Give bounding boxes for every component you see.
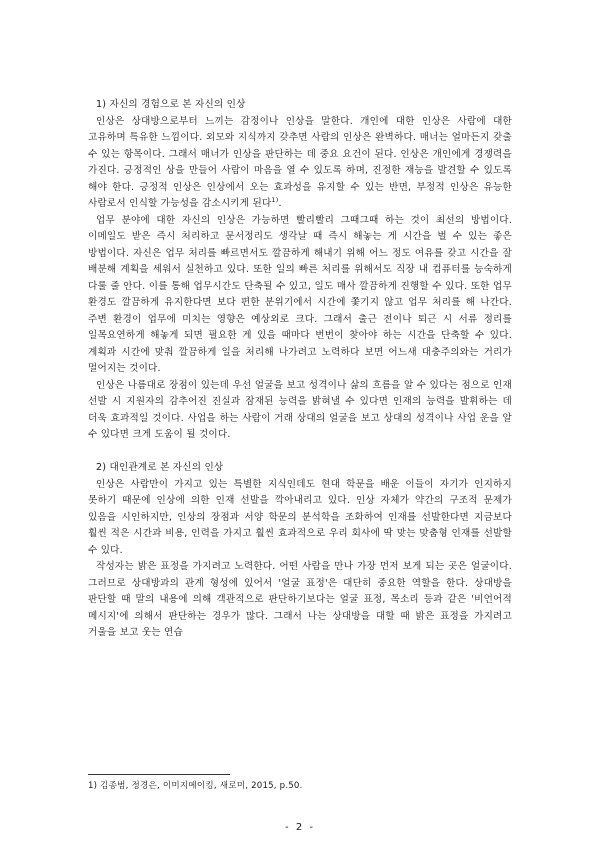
footnote: 1) 김종범, 정경은, 이미지메이킹, 새로미, 2015, p.50. — [88, 781, 303, 791]
paragraph: 업무 분야에 대한 자신의 인상은 가능하면 빨리빨리 그때그때 하는 것이 최선의 방법이다. 이메일도 받은 즉시 처리하고 문서정리도 생각날 때 즉시 해놓는 게 시간을 벌 수 있는 좋은 방법이다. 자신은 업무 처리를 빠르면서도 깔끔하게 해내기 위해 어느 정도 여유를 갖고 시간을 잘 배분해 계획을 세워서 실천하고 있다. 또한 일의 빠른 처리를 위해서도 직장 내 컴퓨터를 능숙하게 다룰 줄 안다. 이를 통해 업무시간도 단축될 수 있고, 일도 매사 깔끔하게 진행할 수 있다. 또한 업무 환경도 깔끔하게 유지한다면 보다 편한 분위기에서 시간에 쫓기지 않고 업무 처리를 해 나간다. 주변 환경이 업무에 미치는 영향은 예상외로 크다. 그래서 출근 전이나 퇴근 시 서류 정리를 일목요연하게 해놓게 되면 필요한 게 있을 때마다 번번이 찾아야 하는 시간을 단축할 수 있다. 계획과 시간에 맞춰 깔끔하게 일을 처리해 나가려고 노력하다 보면 어느새 대충주의와는 거리가 멀어지는 것이다. — [88, 214, 512, 374]
blank-line — [88, 444, 512, 461]
paragraph-tail: . — [278, 198, 282, 209]
paragraph: 인상은 사람만이 가지고 있는 특별한 지식인데도 현대 학문을 배운 이들이 자기가 인지하지 못하기 때문에 인상에 의한 인재 선발을 깍아내리고 있다. 인상 자체가 약간의 구조적 문제가 있음을 시인하지만, 인상의 장점과 서양 학문의 분석학을 조화하여 인재를 선발한다면 지금보다 훨씬 적은 시간과 비용, 인력을 가지고 훨씬 효과적으로 우리 회사에 딱 맞는 맞춤형 인재를 선발할 수 있다. — [88, 478, 512, 556]
section-heading-2: 2) 대인관계로 본 자신의 인상 — [96, 462, 224, 473]
paragraph: 작성자는 밝은 표정을 가지려고 노력한다. 어떤 사람을 만나 가장 먼저 보게 되는 곳은 얼굴이다. 그러므로 상대방과의 관계 형성에 있어서 '얼굴 표정'은 대단히 중요한 역할을 한다. 상대방을 판단할 때 말의 내용에 의해 객관적으로 판단하기보다는 얼굴 표정, 목소리 등과 같은 '비언어적 메시지'에 의해서 판단하는 경우가 많다. 그래서 나는 상대방을 대할 때 밝은 표정을 가지려고 거울을 보고 웃는 연습 — [88, 561, 512, 638]
page-number: - 2 - — [285, 822, 315, 833]
paragraph: 인상은 나름대로 장점이 있는데 우선 얼굴을 보고 성격이나 삶의 흐름을 알 수 있다는 점으로 인재 선발 시 지원자의 감추어진 진실과 잠재된 능력을 밝혀낼 수 있다면 인재의 능력을 발휘하는 데 더욱 효과적일 것이다. 사업을 하는 사람이 거래 상대의 얼굴을 보고 상대의 성격이나 사업 운을 알 수 있다면 크게 도움이 될 것이다. — [88, 379, 512, 440]
section-heading-1: 1) 자신의 경험으로 본 자신의 인상 — [96, 99, 246, 110]
paragraph-text: 인상은 상대방으로부터 느끼는 감정이나 인상을 말한다. 개인에 대한 인상은 사람에 대한 고유하며 특유한 느낌이다. 외모와 지식까지 갖추면 사람의 인상은 완벽하다. 매너는 얼마든지 갖출 수 있는 항목이다. 그래서 매너가 인상을 판단하는 데 중요 요건이 된다. 인상은 개인에게 경쟁력을 가진다. 긍정적인 상을 만들어 사람이 마음을 열 수 있도록 하며, 진정한 재능을 발견할 수 있도록 해야 한다. 긍정적 인상은 인상에서 오는 효과성을 유지할 수 있는 반면, 부정적 인상은 유능한 사람로서 인식할 가능성을 감소시키게 된다 — [88, 115, 512, 209]
footnote-ref[interactable]: 1) — [271, 195, 279, 204]
paragraph — [88, 114, 512, 213]
footnote-divider — [88, 774, 230, 775]
document-body — [88, 97, 512, 642]
